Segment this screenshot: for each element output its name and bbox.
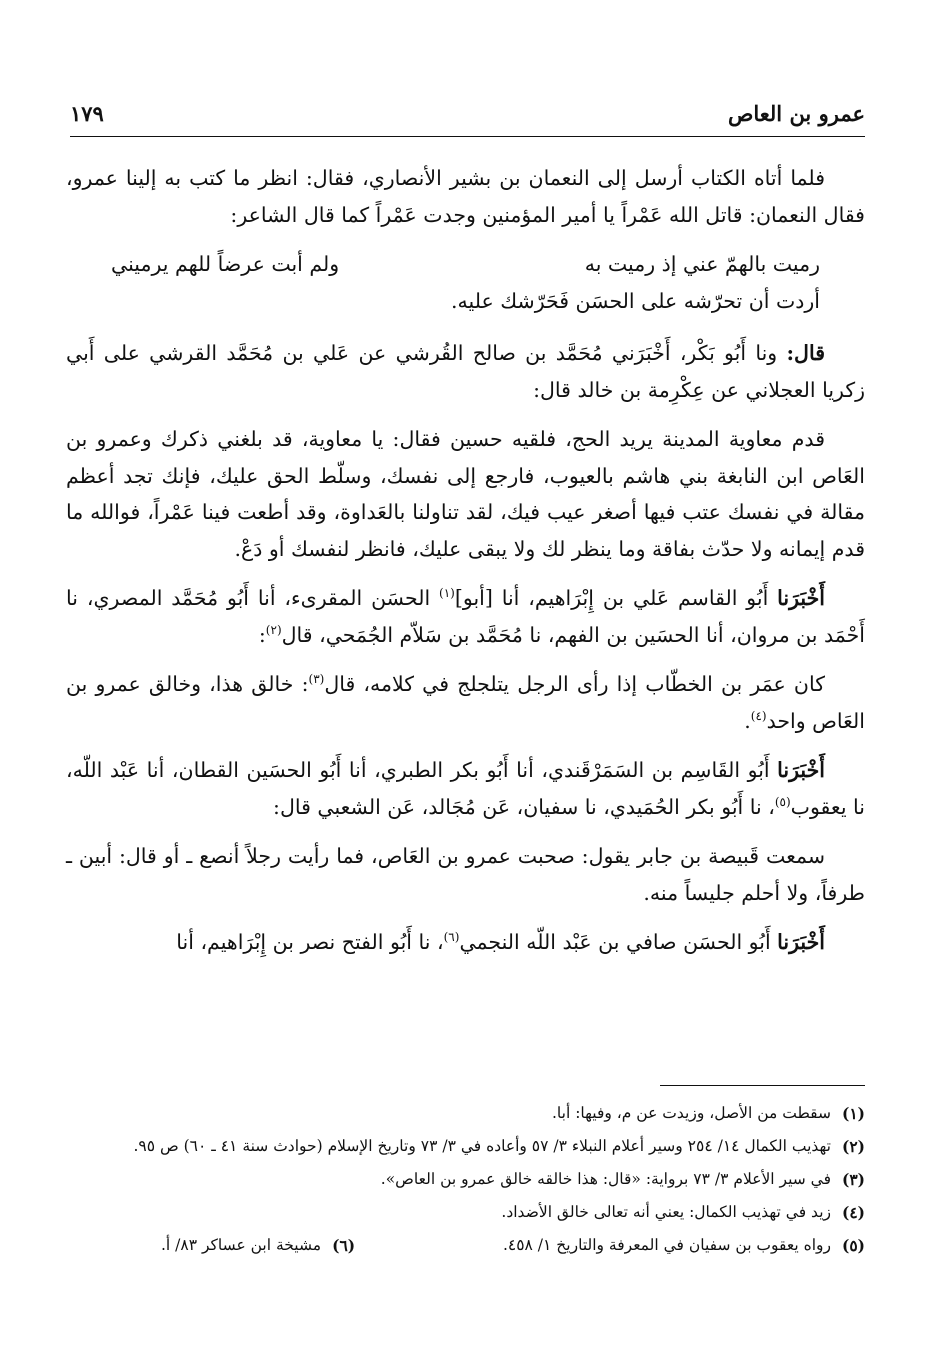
after-verse-line: أردت أن تحرّشه على الحسَن فَحَرّشك عليه. [451, 288, 820, 313]
footnote-text: سقطت من الأصل، وزيدت عن م، وفيها: أبا. [552, 1104, 831, 1122]
paragraph-text: ، نا أَبُو بكر الحُمَيدي، نا سفيان، عَن مُجَالد، عَن الشعبي قال: [273, 794, 775, 819]
paragraph [66, 580, 865, 653]
footnote-text: رواه يعقوب بن سفيان في المعرفة والتاريخ ١/ ٤٥٨. [502, 1236, 831, 1254]
footnote-ref[interactable]: (٦) [443, 930, 460, 945]
poetry-verse [66, 246, 865, 283]
footnote-number: (٦) [332, 1236, 356, 1255]
footnote-pair [66, 1232, 865, 1259]
verse-first-hemistich: رميت بالهمّ عني إذ رميت به [584, 252, 820, 276]
paragraph [66, 666, 865, 739]
paragraph-lead: أَخْبَرَنا [777, 930, 825, 954]
paragraph [66, 421, 865, 567]
running-title: عمرو بن العاص [727, 100, 865, 126]
footnote [66, 1199, 865, 1226]
paragraph-text: ونا أَبُو بَكْر، أَخْبَرَني مُحَمَّد بن صالح القُرشي عن عَلي بن مُحَمَّد القرشي على أَبي زكريا العجلاني عن عِكْرِمة بن خالد قال: [66, 341, 865, 402]
footnote-number: (١) [841, 1104, 865, 1123]
footnote [66, 1100, 865, 1127]
paragraph-text: أَبُو الحسَن صافي بن عَبْد اللّه النجمي [459, 930, 778, 954]
paragraph-lead: أَخْبَرَنا [777, 758, 825, 782]
paragraph-lead: قال: [786, 341, 825, 365]
footnote-ref[interactable]: (١) [439, 586, 455, 601]
footnote [66, 1166, 865, 1193]
paragraph-text: فلما أتاه الكتاب أرسل إلى النعمان بن بشير الأنصاري، فقال: انظر ما كتب به إلينا عمرو، فقال النعمان: قاتل الله عَمْراً يا أمير المؤمنين وجدت عَمْراً كما قال الشاعر: [66, 166, 865, 227]
footnote [66, 1232, 355, 1259]
paragraph-text: كان عمَر بن الخطّاب إذا رأى الرجل يتلجلج في كلامه، قال [324, 672, 825, 696]
footnote-ref[interactable]: (٥) [774, 794, 791, 809]
footnote-text: مشيخة ابن عساكر ٨٣/ أ. [161, 1236, 322, 1254]
paragraph-text: : خالق هذا، وخالق عمرو بن العَاص واحد [66, 672, 865, 733]
footnote [503, 1232, 865, 1259]
paragraph [66, 160, 865, 233]
paragraph-text: قدم معاوية المدينة يريد الحج، فلقيه حسين فقال: يا معاوية، قد بلغني ذكرك وعمرو بن العَاص ابن النابغة بني هاشم بالعيوب، فارجع إلى نفسك، وسلّط الحق عليك، فإنك تجد أعظم مقالة في نفسك عتب فيها أصغر عيب فيك، لقد تناولنا بالعَداوة، وقد أطعت فينا عَمْراً، فوالله ما قدم إيمانه ولا حدّث بفاقة وما ينظر لك ولا يبقى عليك، فانظر لنفسك أو دَعْ. [66, 427, 865, 561]
paragraph-text: : [258, 622, 266, 647]
page-header [70, 96, 865, 130]
main-text [66, 160, 865, 974]
footnote-number: (٤) [841, 1203, 865, 1222]
footnotes [66, 1100, 865, 1259]
footnote-text: في سير الأعلام ٣/ ٧٣ برواية: «قال: هذا خالقه خالق عمرو بن العاص». [380, 1170, 831, 1188]
paragraph-text: . [744, 708, 751, 733]
paragraph-text: سمعت قَبيصة بن جابر يقول: صحبت عمرو بن العَاص، فما رأيت رجلاً أنصع ـ أو قال: أبين ـ طرفاً، ولا أحلم جليساً منه. [66, 844, 865, 905]
footnote-number: (٥) [841, 1236, 865, 1255]
footnote-number: (٢) [841, 1137, 865, 1156]
verse-second-hemistich: ولم أبت عرضاً للهم يرميني [111, 252, 340, 276]
paragraph-lead: أَخْبَرَنا [777, 586, 825, 610]
paragraph [66, 924, 865, 961]
paragraph [66, 838, 865, 911]
footnote-text: تهذيب الكمال ١٤/ ٢٥٤ وسير أعلام النبلاء ٣/ ٥٧ وأعاده في ٣/ ٧٣ وتاريخ الإسلام (حوادث سنة ٤١ ـ ٦٠) ص ٩٥. [133, 1137, 831, 1155]
paragraph-text: أَبُو القَاسِم بن السَمَرْقَندي، أنا أَبُو بكر الطبري، أنا أَبُو الحسَين القطان، أنا عَبْد اللّه، نا يعقوب [66, 758, 865, 819]
footnote [66, 1133, 865, 1160]
footnote-rule [660, 1085, 865, 1086]
footnote-ref[interactable]: (٤) [750, 708, 767, 723]
paragraph-text: أَبُو القاسم عَلي بن إِبْرَاهيم، أنا [أبو] [454, 586, 778, 610]
footnote-text: زيد في تهذيب الكمال: يعني أنه تعالى خالق الأضداد. [501, 1203, 831, 1221]
footnote-number: (٣) [841, 1170, 865, 1189]
footnote-ref[interactable]: (٢) [265, 622, 282, 637]
paragraph [66, 335, 865, 408]
header-rule [70, 136, 865, 137]
paragraph-text: الحسَن المقرىء، أنا أَبُو مُحَمَّد المصري، نا أَحْمَد بن مروان، أنا الحسَين بن الفهم، نا مُحَمَّد بن سَلاّم الجُمَحي، قال [66, 586, 865, 647]
page-number: ١٧٩ [70, 100, 104, 126]
paragraph [66, 752, 865, 825]
paragraph-text: ، نا أَبُو الفتح نصر بن إِبْرَاهيم، أنا [176, 930, 444, 954]
footnote-ref[interactable]: (٣) [308, 672, 325, 687]
